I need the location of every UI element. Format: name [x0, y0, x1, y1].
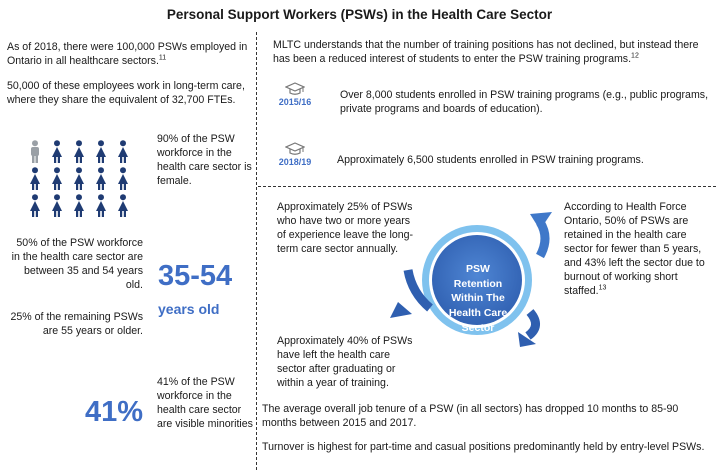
minority-percent: 41% [85, 396, 144, 428]
retention-note-right: According to Health Force Ontario, 50% of PSWs are retained in the health care sector for fewer than 5 years, and 43% left the sector due to burnout of working short staffed.$^{13}$ [564, 201, 705, 297]
intro-paragraph-1: As of 2018, there were 100,000 PSWs employed in Ontario in all healthcare sectors.$^{11}$ [7, 41, 248, 67]
retention-note-bottom: Approximately 40% of PSWs have left the health care sector after graduating or within a year of training. [277, 335, 413, 389]
tenure-paragraph: The average overall job tenure of a PSW (in all sectors) has dropped 10 months to 85-90 months between 2015 and 2017. [262, 403, 679, 429]
page-title: Personal Support Workers (PSWs) in the Health Care Sector [166, 7, 553, 22]
vertical-divider [256, 32, 257, 470]
male-person-icon [24, 140, 46, 164]
female-person-icon [90, 140, 112, 164]
horizontal-divider [258, 186, 716, 187]
age-stat: 50% of the PSW workforce in the health care sector are between 35 and 54 years old. [11, 237, 143, 291]
female-person-icon [46, 167, 68, 191]
arrow-left-head [390, 302, 412, 318]
turnover-paragraph: Turnover is highest for part-time and casual positions predominantly held by entry-level PSWs. [262, 441, 705, 453]
graduation-cap-icon [285, 142, 305, 156]
age-range-unit: years old [158, 301, 220, 317]
age-range-value: 35-54 [158, 260, 233, 292]
female-person-icon [24, 167, 46, 191]
badge-2015-16: 2015/16 [276, 82, 314, 109]
badge-2018-19: 2018/19 [276, 142, 314, 169]
older-stat: 25% of the remaining PSWs are 55 years or older. [10, 311, 143, 337]
female-person-icon [46, 140, 68, 164]
female-person-icon [112, 167, 134, 191]
enroll-2018-19: Approximately 6,500 students enrolled in PSW training programs. [337, 154, 644, 166]
minority-stat: 41% of the PSW workforce in the health care sector are visible minorities [157, 376, 253, 430]
enroll-2015-16: Over 8,000 students enrolled in PSW training programs (e.g., public programs, private programs and boards of education). [340, 89, 709, 115]
female-person-icon [90, 194, 112, 218]
arrow-top-right-head [530, 212, 552, 230]
retention-title: PSW Retention Within The Health Care Sector [448, 263, 508, 334]
female-person-icon [112, 194, 134, 218]
female-person-icon [68, 194, 90, 218]
footnote-ref: 13 [598, 284, 607, 292]
intro-paragraph-2: 50,000 of these employees work in long-term care, where they share the equivalent of 32,700 FTEs. [7, 80, 245, 106]
footnote-ref: 12 [631, 52, 639, 60]
female-ratio-pictogram [24, 140, 136, 218]
footnote-ref: 11 [158, 54, 167, 62]
female-person-icon [24, 194, 46, 218]
female-person-icon [68, 167, 90, 191]
retention-note-top-left: Approximately 25% of PSWs who have two or more years of experience leave the long-term care sector annually. [277, 201, 414, 255]
female-person-icon [112, 140, 134, 164]
female-person-icon [90, 167, 112, 191]
graduation-cap-icon [285, 82, 305, 96]
female-person-icon [68, 140, 90, 164]
female-person-icon [46, 194, 68, 218]
mltc-paragraph: MLTC understands that the number of training positions has not declined, but instead there has been a reduced interest of students to enter the PSW training programs.$^{12}$ [273, 39, 699, 65]
female-stat: 90% of the PSW workforce in the health care sector is female. [157, 133, 252, 187]
arrow-bottom-right-body [528, 312, 536, 336]
